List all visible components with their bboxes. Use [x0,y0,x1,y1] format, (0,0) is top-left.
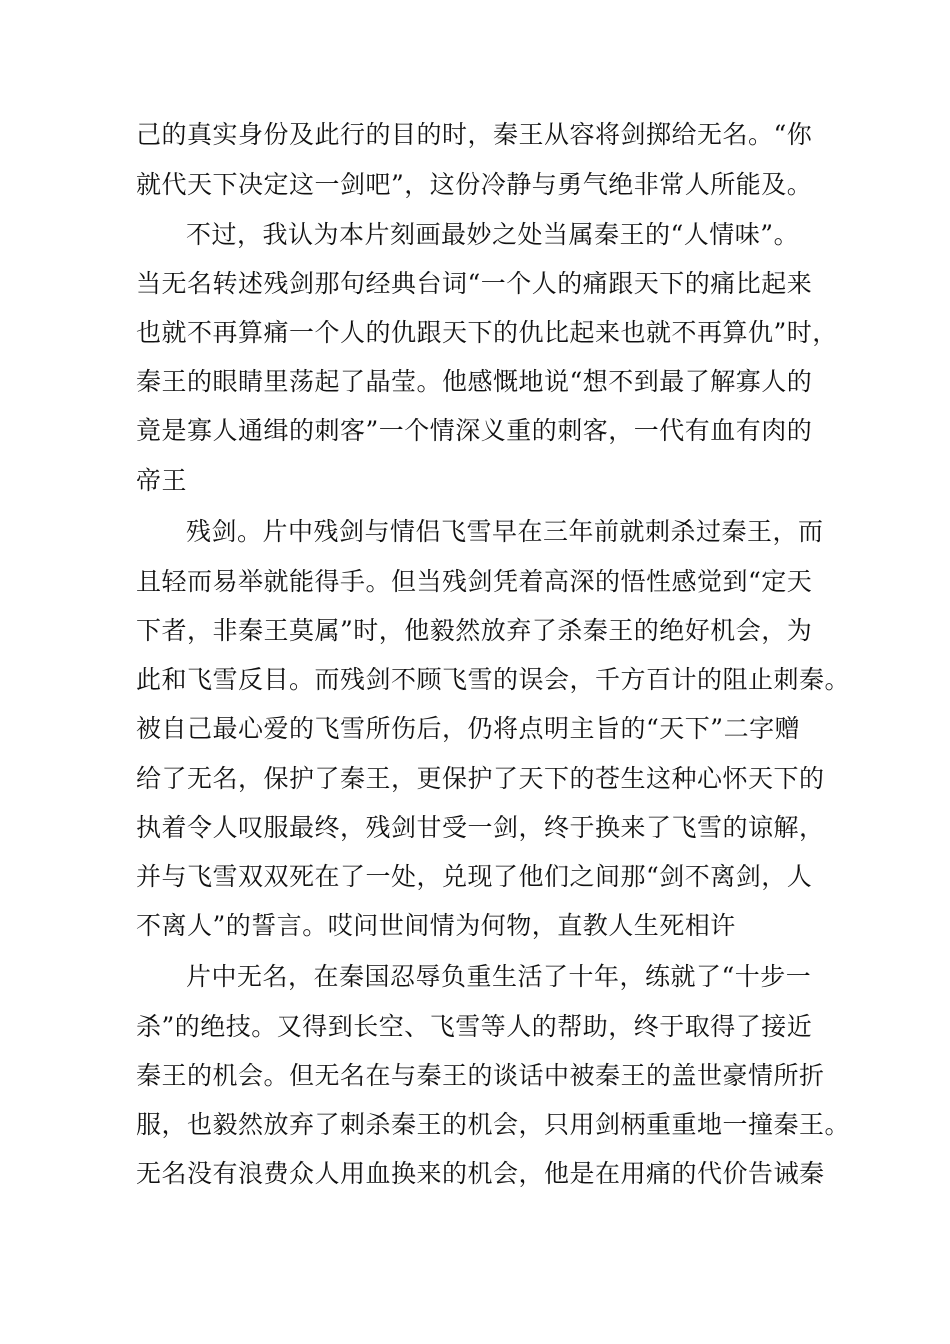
text-line: 此和飞雪反目。而残剑不顾飞雪的误会，千方百计的阻止刺秦。 [136,665,851,694]
text-line: 秦王的机会。但无名在与秦王的谈话中被秦王的盖世豪情所折 [136,1061,825,1090]
text-line: 秦王的眼睛里荡起了晶莹。他感慨地说“想不到最了解寡人的 [136,367,813,396]
text-line: 当无名转述残剑那句经典台词“一个人的痛跟天下的痛比起来 [136,269,813,298]
text-line: 执着令人叹服最终，残剑甘受一剑，终于换来了飞雪的谅解， [136,813,825,842]
text-line: 并与飞雪双双死在了一处，兑现了他们之间那“剑不离剑，人 [136,862,813,891]
text-line: 己的真实身份及此行的目的时，秦王从容将剑掷给无名。“你 [136,120,813,149]
paragraph-start-line: 残剑。片中残剑与情侣飞雪早在三年前就刺杀过秦王，而 [186,517,824,546]
text-line: 被自己最心爱的飞雪所伤后，仍将点明主旨的“天下”二字赠 [136,714,801,743]
paragraph-start-line: 不过，我认为本片刻画最妙之处当属秦王的“人情味”。 [186,220,800,249]
text-line: 杀”的绝技。又得到长空、飞雪等人的帮助，终于取得了接近 [136,1012,813,1041]
text-line: 服，也毅然放弃了刺杀秦王的机会，只用剑柄重重地一撞秦王。 [136,1110,851,1139]
text-line: 无名没有浪费众人用血换来的机会，他是在用痛的代价告诫秦 [136,1159,825,1188]
text-line: 下者，非秦王莫属”时，他毅然放弃了杀秦王的绝好机会，为 [136,616,813,645]
text-line: 给了无名，保护了秦王，更保护了天下的苍生这种心怀天下的 [136,764,825,793]
paragraph-start-line: 片中无名，在秦国忍辱负重生活了十年，练就了“十步一 [186,962,812,991]
text-line: 且轻而易举就能得手。但当残剑凭着高深的悟性感觉到“定天 [136,567,813,596]
text-line: 也就不再算痛一个人的仇跟天下的仇比起来也就不再算仇”时， [136,318,838,347]
text-line: 就代天下决定这一剑吧”，这份冷静与勇气绝非常人所能及。 [136,170,813,199]
text-line: 帝王 [136,466,188,495]
text-line: 竟是寡人通缉的刺客”一个情深义重的刺客，一代有血有肉的 [136,416,813,445]
text-line: 不离人”的誓言。哎问世间情为何物，直教人生死相许 [136,911,736,940]
